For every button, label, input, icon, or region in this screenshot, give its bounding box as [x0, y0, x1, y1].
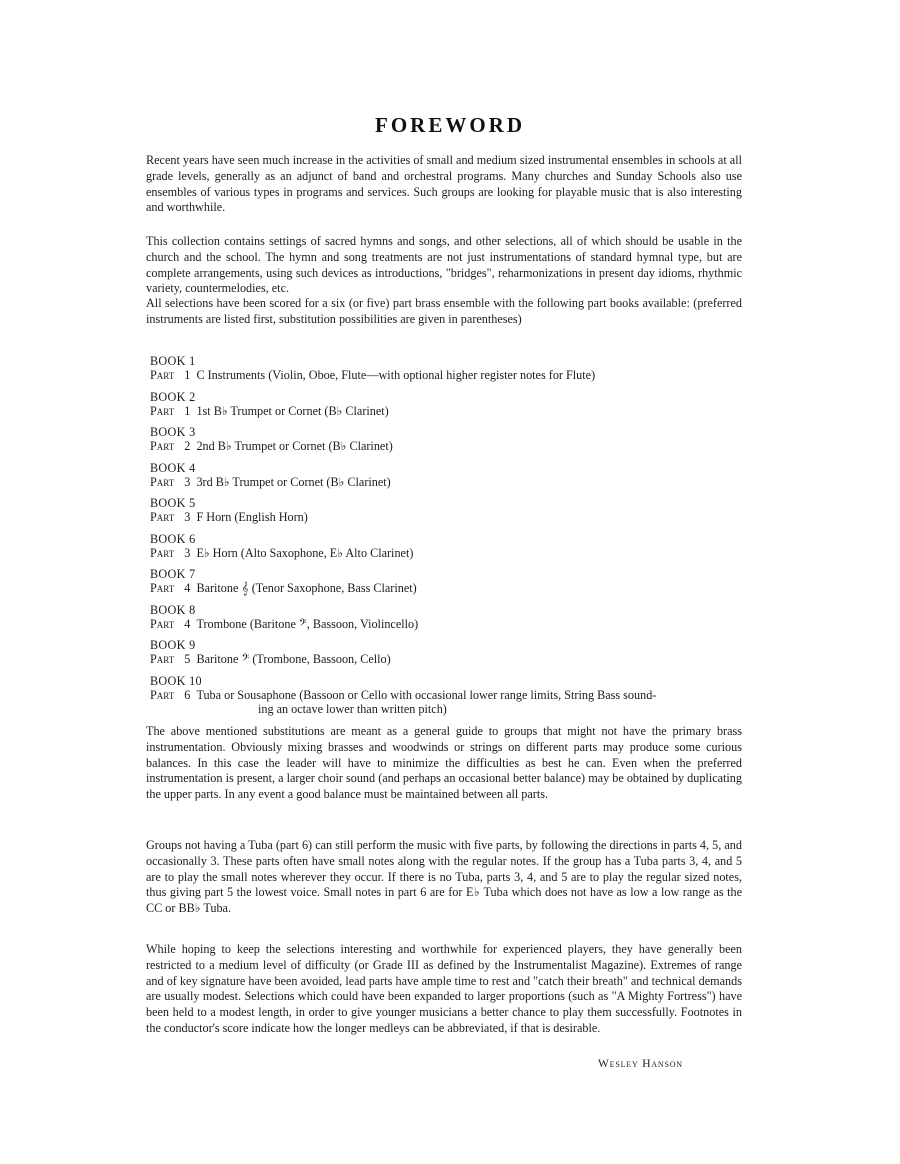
- page-title: FOREWORD: [375, 113, 525, 137]
- book-description: C Instruments (Violin, Oboe, Flute—with optional higher register notes for Flute): [196, 368, 596, 382]
- part-label: Part: [150, 510, 175, 524]
- book-description: 2nd B♭ Trumpet or Cornet (B♭ Clarinet): [196, 439, 393, 453]
- book-label: BOOK 6: [150, 531, 196, 546]
- part-number: 1: [184, 403, 191, 418]
- book-entry: [150, 354, 750, 390]
- book-description: F Horn (English Horn): [196, 510, 308, 524]
- substitutions-paragraph: The above mentioned substitutions are meant as a general guide to groups that might not have the primary brass instrumentation. Obviously mixing brasses and woodwinds or strings on different parts may produce some curious balances. In this case the leader will have to minimize the difficulties as best he can. Even when the preferred instrumentation is present, a larger choir sound (and perhaps an occasional better balance) may be obtained by duplicating the upper parts. In any event a good balance must be maintained between all parts.: [146, 724, 742, 802]
- part-number: 3: [184, 510, 191, 524]
- part-number: 2: [184, 439, 191, 453]
- book-description: Baritone 𝄢 (Trombone, Bassoon, Cello): [196, 652, 391, 666]
- part-books-list: [150, 354, 750, 716]
- part-number: 5: [184, 652, 191, 666]
- author-signature: Wesley Hanson: [598, 1058, 683, 1070]
- part-number: 4: [184, 581, 191, 595]
- book-label: BOOK 8: [150, 602, 196, 617]
- part-number: 1: [184, 368, 191, 382]
- book-description: Baritone 𝄞 (Tenor Saxophone, Bass Clarinet): [196, 581, 417, 595]
- book-entry: [150, 673, 750, 716]
- part-label: Part: [150, 616, 175, 631]
- book-label: BOOK 10: [150, 673, 202, 688]
- book-entry: [150, 425, 750, 461]
- book-label: BOOK 1: [150, 354, 196, 368]
- part-label: Part: [150, 474, 175, 489]
- book-description: 1st B♭ Trumpet or Cornet (B♭ Clarinet): [196, 403, 389, 418]
- book-label: BOOK 2: [150, 389, 196, 404]
- book-description: Tuba or Sousaphone (Bassoon or Cello with occasional lower range limits, String Bass sound-: [196, 687, 657, 702]
- part-label: Part: [150, 545, 175, 560]
- intro-paragraph: Recent years have seen much increase in the activities of small and medium sized instrumental ensembles in schools at all grade levels, generally as an adjunct of band and orchestral programs. Many churches and Sunday Schools also use ensembles of various types in programs and services. Such groups are looking for playable music that is also interesting and worthwhile.: [146, 153, 742, 215]
- part-label: Part: [150, 403, 175, 418]
- part-label: Part: [150, 581, 175, 595]
- book-entry: [150, 638, 750, 674]
- book-description: E♭ Horn (Alto Saxophone, E♭ Alto Clarinet): [196, 545, 414, 560]
- part-number: 3: [184, 545, 191, 560]
- book-entry: [150, 461, 750, 497]
- part-number: 4: [184, 616, 191, 631]
- book-label: BOOK 5: [150, 496, 196, 510]
- part-label: Part: [150, 368, 175, 382]
- book-entry: [150, 603, 750, 639]
- scoring-paragraph: All selections have been scored for a six (or five) part brass ensemble with the following part books available: (preferred instruments are listed first, substitution possibilities are given in parentheses): [146, 296, 742, 326]
- tuba-paragraph: Groups not having a Tuba (part 6) can still perform the music with five parts, by following the directions in parts 4, 5, and occasionally 3. These parts often have small notes along with the regular notes. If the group has a Tuba parts 3, 4, and 5 are to play the small notes wherever they occur. If there is no Tuba, parts 3, 4, and 5 are to play the regular sized notes, thus giving part 5 the lowest voice. Small notes in part 6 are for E♭ Tuba which does not have as low a low range as the CC or BB♭ Tuba.: [146, 838, 742, 916]
- part-label: Part: [150, 687, 175, 702]
- part-label: Part: [150, 439, 175, 453]
- difficulty-paragraph: While hoping to keep the selections interesting and worthwhile for experienced players, they have generally been restricted to a medium level of difficulty (or Grade III as defined by the Instrumentalist Magazine). Extremes of range and of key signature have been avoided, lead parts have ample time to rest and "catch their breath" and technical demands are usually modest. Selections which could have been expanded to larger proportions (such as "A Mighty Fortress") have been held to a modest length, in order to give younger musicians a better chance to play them successfully. Footnotes in the conductor's score indicate how the longer medleys can be abbreviated, if that is desirable.: [146, 942, 742, 1035]
- book-entry: [150, 390, 750, 426]
- collection-paragraph: This collection contains settings of sacred hymns and songs, and other selections, all of which should be usable in the church and the school. The hymn and song treatments are not just instrumentations of standard hymnal type, but are complete arrangements, using such devices as introductions, "bridges", reharmonizations in present day idioms, rhythmic variety, countermelodies, etc.: [146, 234, 742, 296]
- book-entry: [150, 567, 750, 603]
- book-entry: [150, 532, 750, 568]
- book-entry: [150, 496, 750, 532]
- part-label: Part: [150, 652, 175, 666]
- book-label: BOOK 4: [150, 460, 196, 475]
- book-label: BOOK 9: [150, 638, 196, 652]
- book-description: 3rd B♭ Trumpet or Cornet (B♭ Clarinet): [196, 474, 391, 489]
- part-number: 6: [184, 687, 191, 702]
- part-number: 3: [184, 474, 191, 489]
- book-description: Trombone (Baritone 𝄢, Bassoon, Violincello): [196, 616, 419, 631]
- book-label: BOOK 7: [150, 567, 196, 581]
- book-label: BOOK 3: [150, 425, 196, 439]
- book-description-continuation: ing an octave lower than written pitch): [258, 701, 447, 716]
